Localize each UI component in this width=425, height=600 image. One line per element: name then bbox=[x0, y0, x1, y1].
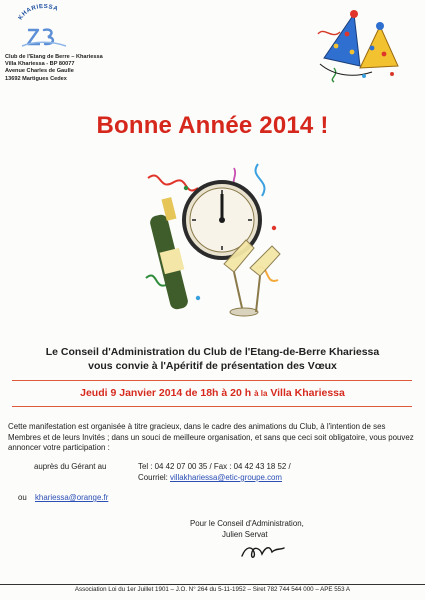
svg-text:KHARIESSA: KHARIESSA bbox=[17, 4, 59, 22]
footer-divider bbox=[0, 584, 425, 585]
contact-block bbox=[34, 461, 291, 483]
event-date bbox=[0, 387, 425, 399]
event-date-time: Jeudi 9 Janvier 2014 de 18h à 20 h bbox=[80, 387, 252, 399]
address-line: Club de l'Etang de Berre – Khariessa bbox=[5, 54, 103, 60]
divider bbox=[12, 380, 412, 381]
club-logo bbox=[14, 4, 74, 52]
legal-footer: Association Loi du 1er Juillet 1901 – J.O. N° 264 du 5-11-1952 – Siret 782 744 544 000 – APE 553 A bbox=[74, 586, 351, 593]
invitation-line: vous convie à l'Apéritif de présentation des Vœux bbox=[88, 360, 337, 372]
contact-phone: Tel : 04 42 07 00 35 / Fax : 04 42 43 18 52 / bbox=[138, 462, 291, 471]
alt-contact-row bbox=[18, 493, 108, 502]
handwritten-signature bbox=[238, 542, 288, 562]
event-preposition: à la bbox=[254, 389, 268, 398]
courriel-label: Courriel: bbox=[138, 473, 168, 482]
club-address bbox=[5, 54, 103, 83]
signatory-name: Julien Servat bbox=[222, 530, 268, 539]
address-line: 13692 Martigues Cedex bbox=[5, 75, 67, 82]
party-hats-illustration bbox=[314, 6, 406, 84]
address-line: Avenue Charles de Gaulle bbox=[5, 68, 74, 75]
courriel-email-link[interactable]: villakhariessa@etic-groupe.com bbox=[170, 473, 282, 482]
body-paragraph: Cette manifestation est organisée à titre gracieux, dans le cadre des animations du Club, à l'intention de ses Membres et de leurs Invités ; dans un souci de meilleure organisation, et sans que ceci soit obligatoire, vous pouvez annoncer votre participation : bbox=[8, 422, 414, 453]
page-title: Bonne Année 2014 ! bbox=[96, 112, 329, 139]
address-line: Villa Khariessa - BP 80077 bbox=[5, 61, 75, 68]
orange-email-link[interactable]: khariessa@orange.fr bbox=[34, 493, 109, 502]
clock-champagne-illustration bbox=[138, 158, 286, 328]
ou-label: ou bbox=[18, 493, 27, 502]
contact-label: auprès du Gérant au bbox=[34, 462, 107, 471]
divider bbox=[12, 406, 412, 407]
event-place: Villa Khariessa bbox=[270, 387, 345, 399]
signature-line: Pour le Conseil d'Administration, bbox=[190, 519, 304, 528]
invitation-line: Le Conseil d'Administration du Club de l'Etang-de-Berre Khariessa bbox=[45, 346, 380, 358]
